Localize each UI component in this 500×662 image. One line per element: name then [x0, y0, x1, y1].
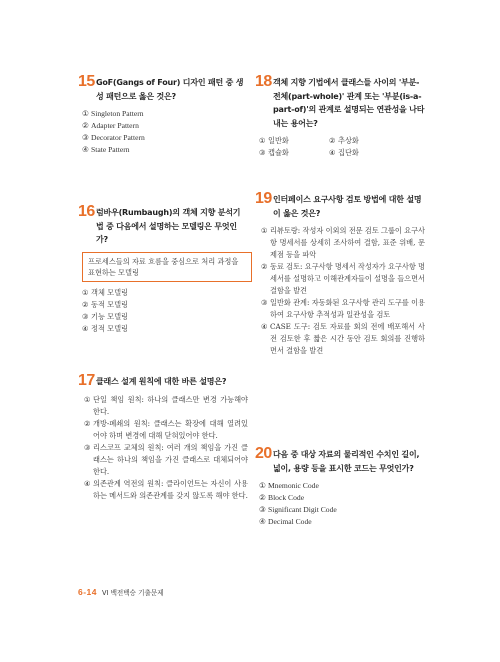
option-2[interactable]: ② 동료 검토: 요구사항 명세서 작성자가 요구사항 명세서를 설명하고 이해관계자들이 설명을 들으면서 결함을 발견	[261, 262, 425, 295]
option-3[interactable]: ③ Decorator Pattern	[82, 133, 145, 142]
option-3[interactable]: ③ 일반화 관계: 자동화된 요구사항 관리 도구를 이용하여 요구사항 추적성과 일관성을 검토	[261, 298, 425, 319]
option-2[interactable]: ② 개방-폐쇄의 원칙: 클래스는 확장에 대해 열려있어야 하며 변경에 대해 닫혀있어야 한다.	[84, 418, 248, 440]
question-17	[78, 372, 248, 502]
question-number: 16	[78, 203, 95, 220]
option-list	[261, 225, 425, 357]
question-text: 인터페이스 요구사항 검토 방법에 대한 설명이 옳은 것은?	[273, 195, 422, 218]
page-number: 6-14	[78, 587, 98, 597]
option-3[interactable]: ③ Significant Digit Code	[259, 505, 337, 514]
option-list	[259, 135, 425, 159]
option-1[interactable]: ① Singleton Pattern	[82, 109, 144, 118]
question-18	[255, 73, 425, 159]
option-2[interactable]: ② 추상화	[329, 136, 359, 145]
question-16	[78, 203, 246, 335]
option-list	[82, 287, 246, 335]
option-3[interactable]: ③ 캡슐화	[259, 148, 289, 157]
question-19	[255, 190, 425, 357]
question-number: 20	[255, 445, 272, 462]
question-number: 19	[255, 190, 272, 207]
option-1[interactable]: ① 일반화	[259, 136, 289, 145]
question-20	[255, 445, 425, 528]
question-15	[78, 73, 246, 156]
option-4[interactable]: ④ 정적 모델링	[82, 323, 129, 333]
option-1[interactable]: ① 객체 모델링	[82, 287, 129, 297]
question-number: 15	[78, 73, 95, 90]
question-box: 프로세스들의 자료 흐름을 중심으로 처리 과정을 표현하는 모델링	[82, 252, 252, 282]
option-list	[82, 108, 246, 156]
option-4[interactable]: ④ 집단화	[329, 148, 359, 157]
option-1[interactable]: ① 단일 책임 원칙: 하나의 클래스만 변경 가능해야 한다.	[84, 394, 248, 416]
question-text: GoF(Gangs of Four) 디자인 패턴 중 생성 패턴으로 옳은 것은?	[96, 78, 244, 101]
footer-title: VI 백전백승 기출문제	[102, 589, 164, 597]
option-1[interactable]: ① 리뷰토랑: 작성자 이외의 전문 검토 그룹이 요구사항 명세서를 상세히 조사하여 결함, 표준 위배, 문제점 등을 파악	[261, 226, 425, 259]
option-4[interactable]: ④ State Pattern	[82, 145, 130, 154]
option-2[interactable]: ② Block Code	[259, 493, 305, 502]
question-text: 클래스 설계 원칙에 대한 바른 설명은?	[96, 377, 227, 386]
option-2[interactable]: ② 동적 모델링	[82, 299, 129, 309]
question-number: 17	[78, 372, 95, 389]
question-number: 18	[255, 73, 272, 90]
option-3[interactable]: ③ 기능 모델링	[82, 311, 129, 321]
option-1[interactable]: ① Mnemonic Code	[259, 481, 319, 490]
option-list	[259, 480, 425, 528]
option-4[interactable]: ④ CASE 도구: 검토 자료를 회의 전에 배포해서 사전 검토한 후 짧은 시간 동안 검토 회의를 진행하면서 결함을 발견	[261, 322, 425, 355]
question-text: 럼바우(Rumbaugh)의 객체 지향 분석기법 중 다음에서 설명하는 모델링은 무엇인가?	[96, 208, 241, 244]
question-text: 다음 중 대상 자료의 물리적인 수치인 길이, 넓이, 용량 등을 표시한 코드는 무엇인가?	[273, 450, 420, 473]
option-4[interactable]: ④ Decimal Code	[259, 517, 312, 526]
question-text: 객체 지향 기법에서 클래스들 사이의 '부분-전체(part-whole)' 관계 또는 '부분(is-a-part-of)'의 관계로 설명되는 연관성을 나타내는 용어는?	[273, 78, 425, 128]
option-list	[84, 394, 248, 502]
page-footer	[78, 587, 164, 597]
option-4[interactable]: ④ 의존관계 역전의 원칙: 클라이언트는 자신이 사용하는 메서드와 의존관계를 갖지 않도록 해야 한다.	[84, 478, 248, 500]
option-3[interactable]: ③ 리스코프 교체의 원칙: 여러 개의 책임을 가진 클래스는 하나의 책임을 가진 클래스로 대체되어야 한다.	[84, 442, 248, 476]
option-2[interactable]: ② Adapter Pattern	[82, 121, 139, 130]
